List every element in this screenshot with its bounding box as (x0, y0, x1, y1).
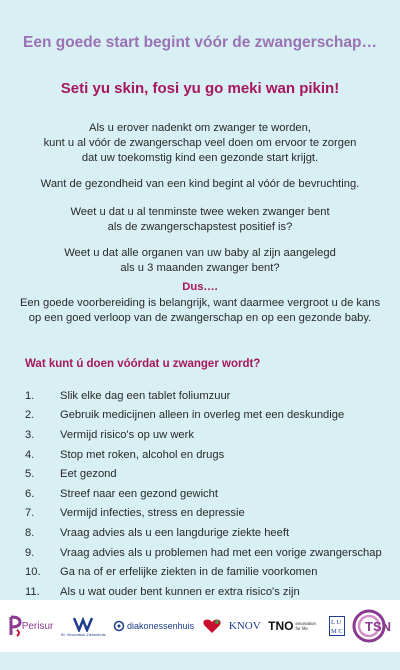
diakonessenhuis-text: diakonessenhuis (127, 621, 195, 631)
list-item (25, 504, 382, 524)
item-text: Stop met roken, alcohol en drugs (60, 448, 225, 461)
steps-list (25, 386, 382, 602)
item-number: 2. (25, 409, 35, 422)
item-text: Vraag advies als u een langdurige ziekte heeft (60, 526, 290, 539)
svg-text:TSN: TSN (365, 619, 392, 634)
page-title: Een goede start begint vóór de zwangerschap… (23, 34, 377, 51)
list-item (25, 425, 382, 445)
item-text: Slik elke dag een tablet foliumzuur (60, 389, 231, 402)
diakonessenhuis-logo (113, 620, 194, 632)
tno-tagline: innovation for life (295, 621, 316, 631)
two-weeks-paragraph (24, 205, 376, 235)
list-item (25, 582, 382, 602)
tsn-circle-icon (352, 609, 392, 643)
lumc-logo (329, 616, 345, 636)
perisur-p-icon (8, 615, 22, 637)
text-line: op een goed verloop van de zwangerschap en op een gezonde baby. (28, 312, 372, 324)
svg-text:M C: M C (330, 628, 343, 635)
text-line: Als u erover nadenkt om zwanger te worden, (88, 122, 311, 134)
item-text: Ga na of er erfelijke ziekten in de familie voorkomen (60, 566, 318, 579)
item-text: Streef naar een gezond gewicht (60, 487, 218, 500)
perisur-text: Perisur (21, 620, 54, 632)
item-text: Vermijd risico's op uw werk (60, 428, 194, 441)
slogan: Seti yu skin, fosi yu go meki wan pikin! (60, 80, 340, 97)
item-text: Vraag advies als u problemen had met een vorige zwangerschap (60, 546, 382, 559)
list-heading: Wat kunt ú doen vóórdat u zwanger wordt? (25, 358, 261, 370)
health-paragraph (24, 177, 376, 192)
item-text: Eet gezond (60, 468, 117, 481)
knov-text: KNOV (228, 620, 261, 632)
text-line: Weet u dat alle organen van uw baby al zijn aangelegd (64, 247, 336, 259)
text-line: Weet u dat u al tenminste twee weken zwanger bent (70, 206, 330, 218)
list-item (25, 562, 382, 582)
item-number: 6. (25, 487, 35, 500)
item-number: 1. (25, 389, 35, 402)
item-text: Vermijd infecties, stress en depressie (60, 507, 245, 520)
perisur-logo (8, 615, 54, 637)
item-number: 11. (25, 585, 40, 598)
item-number: 9. (25, 546, 35, 559)
tno-text: TNO (268, 619, 294, 633)
text-line: Want de gezondheid van een kind begint al vóór de bevruchting. (40, 178, 360, 190)
item-number: 8. (25, 526, 35, 539)
knov-logo (229, 620, 261, 632)
list-item (25, 386, 382, 406)
organs-paragraph (24, 246, 376, 276)
item-number: 3. (25, 428, 35, 441)
item-number: 5. (25, 468, 35, 481)
list-item (25, 523, 382, 543)
vincentius-emblem-icon (72, 616, 94, 632)
tno-logo (268, 619, 321, 633)
list-item (25, 543, 382, 563)
st-vincentius-logo (61, 616, 106, 637)
heart-logo (202, 618, 222, 634)
text-line: Een goede voorbereiding is belangrijk, want daarmee vergroot u de kans (19, 297, 381, 309)
text-line: als u 3 maanden zwanger bent? (120, 262, 280, 274)
heart-icon (202, 618, 222, 634)
intro-paragraph (24, 121, 376, 166)
dus-heading: Dus…. (182, 281, 218, 293)
item-text: Als u wat ouder bent kunnen er extra risico's zijn (60, 585, 300, 598)
sponsor-logo-bar (0, 600, 400, 652)
item-number: 4. (25, 448, 35, 461)
st-vincentius-text: St. Vincentius Ziekenhuis (60, 631, 106, 637)
list-item (25, 484, 382, 504)
text-line: dat uw toekomstig kind een gezonde start krijgt. (81, 152, 319, 164)
svg-text:L U: L U (330, 619, 341, 626)
text-line: als de zwangerschapstest positief is? (107, 221, 293, 233)
conclusion-paragraph (10, 296, 390, 326)
list-item (25, 464, 382, 484)
list-item (25, 406, 382, 426)
diakonessenhuis-mark-icon (113, 620, 125, 632)
list-item (25, 445, 382, 465)
text-line: kunt u al vóór de zwangerschap veel doen om ervoor te zorgen (43, 137, 357, 149)
item-number: 10. (25, 566, 41, 579)
lumc-block-icon (329, 616, 345, 636)
tsn-logo (352, 609, 392, 643)
item-number: 7. (25, 507, 35, 520)
item-text: Gebruik medicijnen alleen in overleg met een deskundige (60, 409, 345, 422)
